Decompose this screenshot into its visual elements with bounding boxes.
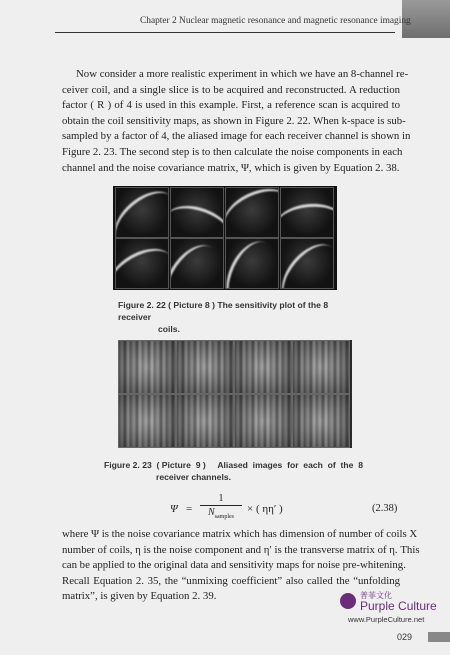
running-header: Chapter 2 Nuclear magnetic resonance and magnetic resonance imaging — [140, 16, 411, 26]
aliased-image — [292, 394, 350, 448]
fraction-bar — [200, 505, 242, 506]
sensitivity-map-image — [225, 187, 279, 238]
text-line: where Ψ is the noise covariance matrix which has dimension of number of coils X — [62, 528, 418, 540]
text-line: factor ( R ) of 4 is used in this example. First, a reference scan is acquired to — [62, 99, 400, 112]
text-line: Now consider a more realistic experiment in which we have an 8-channel re- — [76, 68, 409, 80]
text-line: can be applied to the original data and sensitivity maps for noise pre-whitening. — [62, 559, 406, 572]
sensitivity-map-image — [170, 238, 224, 289]
caption-line: receiver channels. — [156, 472, 232, 482]
equation-number: (2.38) — [372, 503, 398, 514]
sensitivity-map-image — [280, 238, 334, 289]
equals-sign: = — [186, 503, 193, 515]
purple-culture-watermark — [340, 589, 450, 625]
figure-2-23-caption — [104, 459, 364, 483]
watermark-brand-text: Purple Culture — [360, 599, 437, 613]
header-rule — [55, 32, 395, 33]
aliased-image — [234, 394, 292, 448]
figure-sensitivity-maps — [113, 186, 337, 290]
fraction — [200, 493, 242, 520]
text-line: matrix”, is given by Equation 2. 39. — [62, 590, 217, 603]
caption-line: Figure 2. 23 ( Picture 9 ) Aliased images for each of the 8 — [104, 460, 364, 470]
caption-line: coils. — [158, 324, 180, 334]
text-line: Figure 2. 23. The second step is to then calculate the noise components in each — [62, 145, 403, 158]
watermark-url: www.PurpleCulture.net — [348, 615, 425, 624]
purple-culture-logo-icon — [340, 593, 356, 609]
sensitivity-map-image — [225, 238, 279, 289]
figure-2-22-caption — [118, 299, 358, 335]
equation-rhs: × ( ηη′ ) — [247, 503, 283, 515]
paragraph-1 — [62, 67, 411, 176]
numerator: 1 — [218, 493, 224, 504]
text-line: Recall Equation 2. 35, the “unmixing coefficient” also called the “unfolding — [62, 574, 400, 587]
text-line: number of coils, η is the noise component and η′ is the transverse matrix of η. This — [62, 543, 420, 556]
text-line: obtain the coil sensitivity maps, as shown in Figure 2. 22. When k-space is sub- — [62, 114, 406, 127]
aliased-image — [234, 340, 292, 394]
watermark-chinese-text: 普菲文化 — [360, 591, 392, 600]
sensitivity-map-image — [115, 187, 169, 238]
figure-aliased-images — [118, 340, 352, 448]
denominator-subscript: samples — [214, 514, 234, 520]
page-edge-tab — [428, 632, 450, 642]
sensitivity-map-image — [280, 187, 334, 238]
aliased-image — [292, 340, 350, 394]
denominator-symbol: N — [207, 507, 215, 518]
text-line: channel and the noise covariance matrix, Ψ, which is given by Equation 2. 38. — [62, 161, 400, 174]
sensitivity-map-image — [170, 187, 224, 238]
text-line: sampled by a factor of 4, the aliased image for each receiver channel is shown in — [62, 130, 411, 143]
page-number: 029 — [397, 632, 413, 642]
aliased-image — [176, 340, 234, 394]
aliased-image — [176, 394, 234, 448]
equation-lhs: Ψ — [170, 503, 178, 515]
denominator — [200, 507, 242, 520]
aliased-image — [118, 340, 176, 394]
sensitivity-map-image — [115, 238, 169, 289]
aliased-image — [118, 394, 176, 448]
caption-line: Figure 2. 22 ( Picture 8 ) The sensitivity plot of the 8 receiver — [118, 300, 329, 322]
text-line: ceiver coil, and a single slice is to be acquired and reconstructed. A reduction — [62, 83, 400, 96]
